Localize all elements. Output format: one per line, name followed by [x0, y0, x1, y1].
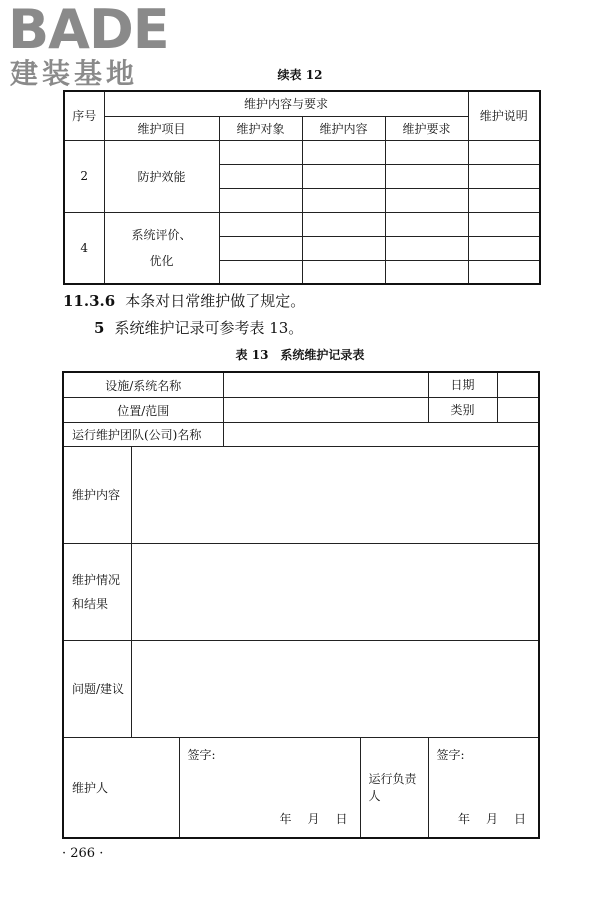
- issues-label: 问题/建议: [63, 641, 131, 738]
- cell: [302, 164, 385, 188]
- date-value: [498, 373, 539, 397]
- category-label: 类别: [429, 398, 498, 422]
- table13-caption: 表 13 系统维护记录表: [235, 348, 365, 362]
- row-seq: 4: [64, 212, 104, 284]
- cell: [468, 212, 540, 236]
- cell: [385, 260, 468, 284]
- signature-label: 签字:: [187, 748, 216, 762]
- category-label-cell: [428, 398, 539, 423]
- table12: [63, 90, 541, 285]
- cell: [219, 212, 302, 236]
- table-row: [64, 140, 540, 164]
- cell: [219, 164, 302, 188]
- cell: [219, 236, 302, 260]
- cell: [302, 188, 385, 212]
- header-requirement: 维护要求: [385, 116, 468, 140]
- signature-date: 年 月 日: [458, 811, 529, 826]
- row-item: [104, 212, 219, 284]
- item-number: 5: [94, 319, 105, 337]
- header-content: 维护内容: [302, 116, 385, 140]
- cell: [385, 236, 468, 260]
- team-label: 运行维护团队(公司)名称: [63, 423, 223, 447]
- content-label: 维护内容: [63, 447, 131, 544]
- header-maint-content: 维护内容与要求: [104, 91, 468, 116]
- paragraph-item-5: [94, 317, 303, 338]
- date-label-cell: [428, 372, 539, 398]
- header-item: 维护项目: [104, 116, 219, 140]
- table12-caption: 续表 12: [277, 68, 323, 82]
- row-item-line1: 系统评价、: [131, 227, 192, 242]
- content-value: [131, 447, 539, 544]
- cell: [385, 164, 468, 188]
- cell: [219, 140, 302, 164]
- cell: [468, 164, 540, 188]
- responsible-label: 运行负责人: [360, 738, 428, 838]
- item-text: 系统维护记录可参考表 13。: [114, 319, 304, 337]
- cell: [468, 236, 540, 260]
- maintainer-signature: [179, 738, 360, 838]
- signature-label: 签字:: [436, 748, 465, 762]
- clause-text: 本条对日常维护做了规定。: [125, 292, 306, 310]
- status-label: [63, 544, 131, 641]
- responsible-signature: [428, 738, 539, 838]
- logo-brand: BADE: [8, 0, 169, 61]
- cell: [302, 140, 385, 164]
- issues-value: [131, 641, 539, 738]
- cell: [219, 188, 302, 212]
- facility-name-label: 设施/系统名称: [63, 372, 223, 398]
- maintainer-label: 维护人: [63, 738, 179, 838]
- category-value: [498, 398, 539, 422]
- location-label: 位置/范围: [63, 398, 223, 423]
- status-label-line2: 和结果: [72, 597, 109, 611]
- cell: [468, 260, 540, 284]
- cell: [385, 140, 468, 164]
- page-number: · 266 ·: [62, 846, 104, 861]
- cell: [219, 260, 302, 284]
- paragraph-11-3-6: [63, 290, 305, 311]
- cell: [302, 212, 385, 236]
- header-object: 维护对象: [219, 116, 302, 140]
- table-row: [64, 212, 540, 236]
- logo-subtitle: 建装基地: [10, 57, 139, 90]
- team-value: [223, 423, 539, 447]
- signature-date: 年 月 日: [279, 811, 350, 826]
- status-value: [131, 544, 539, 641]
- facility-name-value: [223, 372, 428, 398]
- cell: [385, 188, 468, 212]
- table13: [62, 371, 540, 839]
- location-value: [223, 398, 428, 423]
- cell: [302, 236, 385, 260]
- row-seq: 2: [64, 140, 104, 212]
- clause-number: 11.3.6: [63, 292, 116, 310]
- row-item: 防护效能: [104, 140, 219, 212]
- cell: [385, 212, 468, 236]
- date-label: 日期: [429, 373, 498, 397]
- cell: [468, 188, 540, 212]
- status-label-line1: 维护情况: [72, 573, 121, 587]
- row-item-line2: 优化: [149, 253, 174, 268]
- header-maint-note: 维护说明: [468, 91, 540, 140]
- header-seq: 序号: [64, 91, 104, 140]
- cell: [302, 260, 385, 284]
- cell: [468, 140, 540, 164]
